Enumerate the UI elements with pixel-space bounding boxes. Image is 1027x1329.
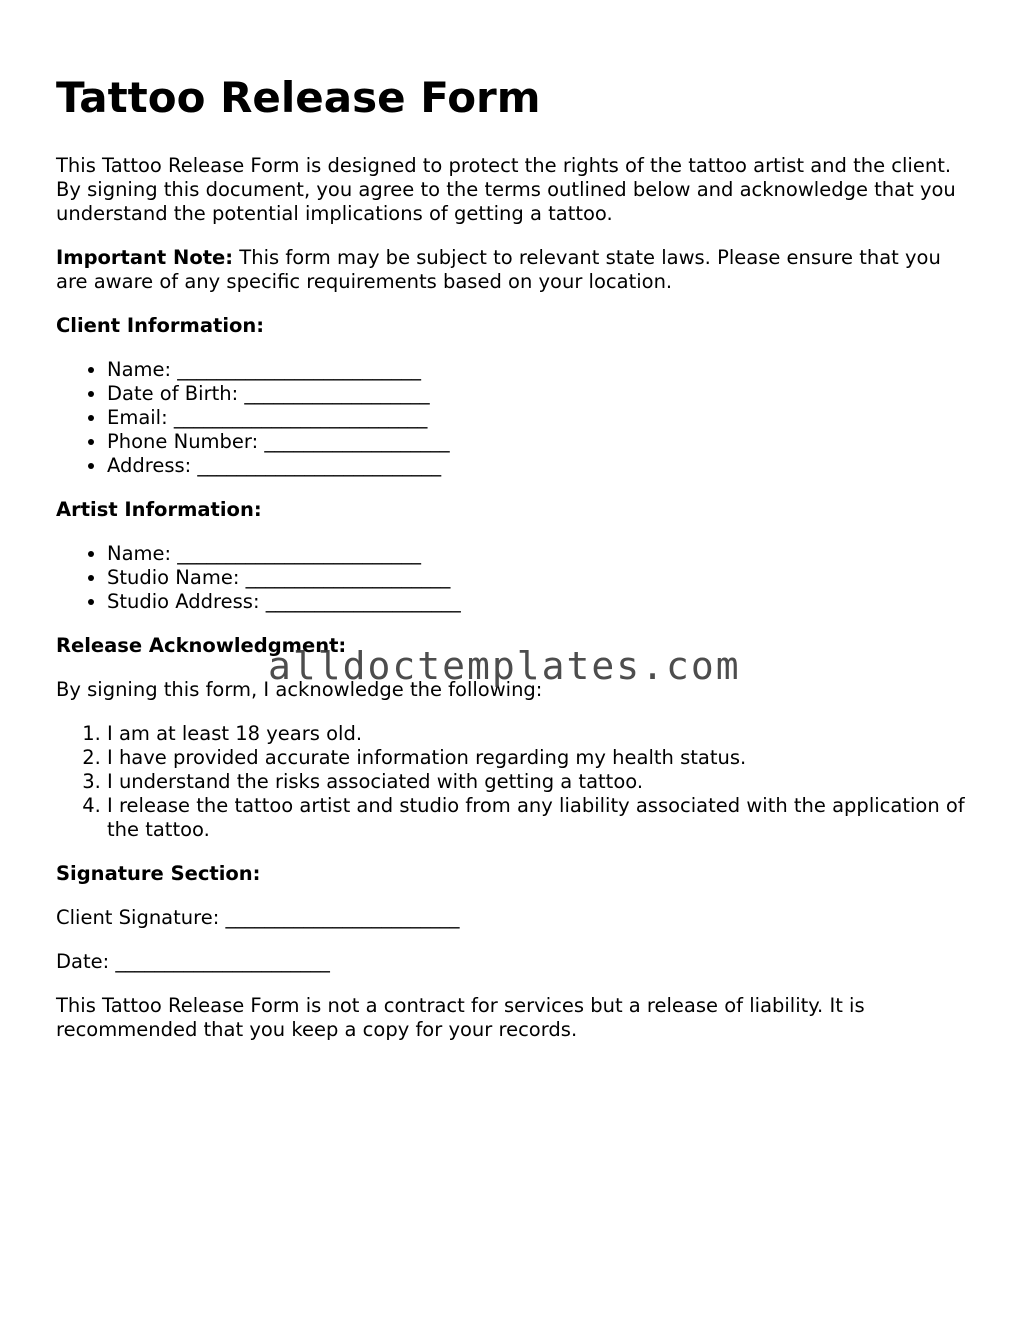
release-lead: By signing this form, I acknowledge the following: xyxy=(56,678,543,701)
release-item: 4. I release the tattoo artist and studio from any liability associated with the application of the tattoo. xyxy=(107,794,976,842)
client-email-field: • Email: __________________________ xyxy=(107,406,976,430)
client-info-list xyxy=(56,358,976,478)
artist-info-list xyxy=(56,542,976,614)
release-item: 2. I have provided accurate information regarding my health status. xyxy=(107,746,976,770)
studio-address-field: • Studio Address: ____________________ xyxy=(107,590,976,614)
footer-paragraph: This Tattoo Release Form is not a contract for services but a release of liability. It is recommended that you keep a copy for your records. xyxy=(56,994,865,1041)
signature-date-field: Date: ______________________ xyxy=(56,950,330,973)
client-name-field: • Name: _________________________ xyxy=(107,358,976,382)
watermark-text: alldoctemplates.com xyxy=(268,644,741,688)
client-info-heading: Client Information: xyxy=(56,314,265,337)
important-note xyxy=(56,246,976,294)
studio-name-field: • Studio Name: _____________________ xyxy=(107,566,976,590)
client-signature-field: Client Signature: ________________________ xyxy=(56,906,460,929)
intro-paragraph: This Tattoo Release Form is designed to protect the rights of the tattoo artist and the client. By signing this document, you agree to the terms outlined below and acknowledge that you understand the potential implications of getting a tattoo. xyxy=(56,154,956,225)
client-dob-field: • Date of Birth: ___________________ xyxy=(107,382,976,406)
client-phone-field: • Phone Number: ___________________ xyxy=(107,430,976,454)
client-address-field: • Address: _________________________ xyxy=(107,454,976,478)
page-title: Tattoo Release Form xyxy=(56,73,541,122)
important-note-label: Important Note: xyxy=(56,246,234,269)
signature-heading: Signature Section: xyxy=(56,862,261,885)
artist-info-heading: Artist Information: xyxy=(56,498,262,521)
artist-name-field: • Name: _________________________ xyxy=(107,542,976,566)
release-item: 3. I understand the risks associated with getting a tattoo. xyxy=(107,770,976,794)
release-item: 1. I am at least 18 years old. xyxy=(107,722,976,746)
important-note-text: This form may be subject to relevant state laws. Please ensure that you are aware of any specific requirements based on your location. xyxy=(56,246,941,293)
document-page xyxy=(56,70,976,1062)
release-list xyxy=(56,722,976,842)
release-heading: Release Acknowledgment: xyxy=(56,634,347,657)
